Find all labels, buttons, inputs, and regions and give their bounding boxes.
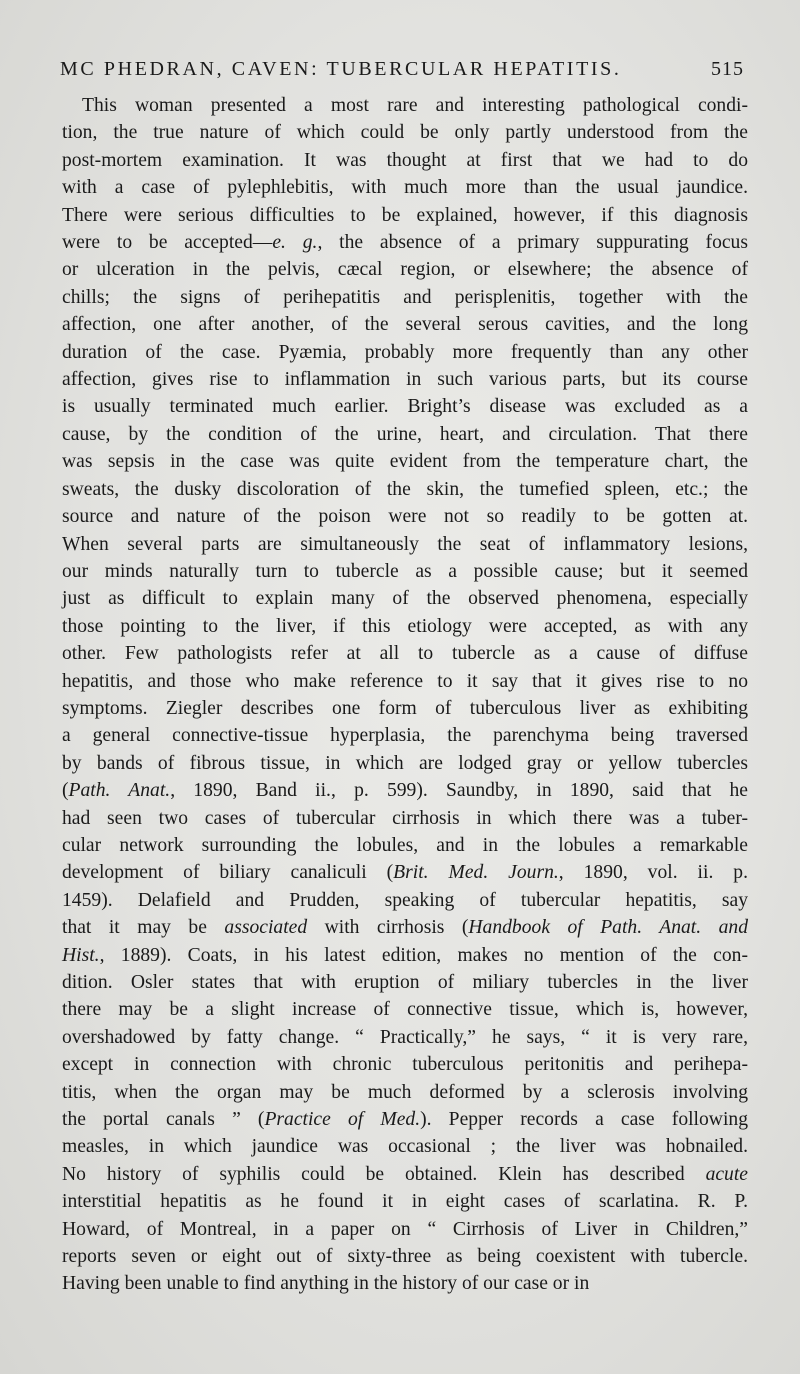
text-line <box>62 339 748 366</box>
italic-citation: Practice of Med. <box>264 1109 421 1131</box>
text-run: chills; the signs of perihepatitis and perisplenitis, together with the <box>62 286 748 308</box>
text-run: cause, by the condition of the urine, heart, and circulation. That there <box>62 423 748 445</box>
text-run: cular network surrounding the lobules, and in the lobules a remarkable <box>62 834 748 856</box>
text-line <box>62 119 748 146</box>
running-header <box>60 58 744 81</box>
text-line <box>62 531 748 558</box>
text-line <box>62 256 748 283</box>
text-line <box>62 1079 748 1106</box>
running-title: MC PHEDRAN, CAVEN: TUBERCULAR HEPATITIS. <box>60 58 622 80</box>
text-run: or ulceration in the pelvis, cæcal region, or elsewhere; the absence of <box>62 259 748 281</box>
text-run: had seen two cases of tubercular cirrhosis in which there was a tuber- <box>62 807 748 829</box>
text-line <box>62 668 748 695</box>
text-line <box>62 777 748 804</box>
italic-citation: acute <box>705 1163 748 1185</box>
text-run: those pointing to the liver, if this etiology were accepted, as with any <box>62 615 748 637</box>
text-line <box>62 393 748 420</box>
text-run: that it may be <box>62 917 225 939</box>
text-line <box>62 558 748 585</box>
text-run: just as difficult to explain many of the observed phenomena, especially <box>62 588 748 610</box>
text-run: interstitial hepatitis as he found it in eight cases of scarlatina. R. P. <box>62 1191 748 1213</box>
text-run: were to be accepted— <box>62 232 273 254</box>
text-line <box>62 1051 748 1078</box>
text-run: the portal canals ” ( <box>62 1109 265 1131</box>
text-line <box>62 1216 748 1243</box>
text-line <box>62 1161 748 1188</box>
text-line <box>62 1024 748 1051</box>
text-line <box>62 887 748 914</box>
italic-citation: associated <box>224 917 308 939</box>
text-run: ). Pepper records a case following <box>420 1109 748 1131</box>
text-run: symptoms. Ziegler describes one form of tuberculous liver as exhibiting <box>62 697 748 719</box>
text-run: a general connective-tissue hyperplasia, the parenchyma being traversed <box>62 725 748 747</box>
text-run: our minds naturally turn to tubercle as a possible cause; but it seemed <box>62 560 748 582</box>
text-line <box>62 859 748 886</box>
text-run: is usually terminated much earlier. Bright’s disease was excluded as a <box>62 396 748 418</box>
text-run: development of biliary canaliculi ( <box>62 862 394 884</box>
text-run: When several parts are simultaneously the seat of inflammatory lesions, <box>62 533 748 555</box>
text-line <box>62 503 748 530</box>
text-run: was sepsis in the case was quite evident from the temperature chart, the <box>62 451 748 473</box>
text-line <box>62 229 748 256</box>
text-run: tion, the true nature of which could be only partly understood from the <box>62 122 748 144</box>
italic-citation: Path. Anat. <box>68 780 171 802</box>
page-number: 515 <box>711 58 744 80</box>
text-line <box>62 722 748 749</box>
text-run: duration of the case. Pyæmia, probably more frequently than any other <box>62 341 748 363</box>
text-run: with cirrhosis ( <box>307 917 469 939</box>
text-run: post-mortem examination. It was thought at first that we had to do <box>62 149 748 171</box>
text-run: , 1890, vol. ii. p. <box>558 862 748 884</box>
italic-citation: Brit. Med. Journ. <box>393 862 559 884</box>
text-line <box>62 613 748 640</box>
text-line <box>62 366 748 393</box>
text-run: Having been unable to find anything in the history of our case or in <box>62 1273 590 1295</box>
text-run: hepatitis, and those who make reference to it say that it gives rise to no <box>62 670 748 692</box>
body-paragraph <box>62 92 748 1298</box>
text-run: with a case of pylephlebitis, with much more than the usual jaundice. <box>62 177 748 199</box>
text-run: , 1890, Band ii., p. 599). Saundby, in 1890, said that he <box>170 780 748 802</box>
text-line <box>62 750 748 777</box>
text-run: , 1889). Coats, in his latest edition, makes no mention of the con- <box>99 944 748 966</box>
text-line <box>62 832 748 859</box>
italic-citation: Handbook of Path. Anat. and <box>468 917 748 939</box>
text-line <box>62 942 748 969</box>
text-run: there may be a slight increase of connective tissue, which is, however, <box>62 999 748 1021</box>
text-run: measles, in which jaundice was occasional ; the liver was hobnailed. <box>62 1136 748 1158</box>
italic-citation: e. g. <box>272 232 318 254</box>
text-run: Howard, of Montreal, in a paper on “ Cirrhosis of Liver in Children,” <box>62 1218 748 1240</box>
text-run: by bands of fibrous tissue, in which are lodged gray or yellow tubercles <box>62 752 748 774</box>
text-line <box>62 174 748 201</box>
text-run: except in connection with chronic tuberculous peritonitis and perihepa- <box>62 1054 748 1076</box>
text-run: source and nature of the poison were not so readily to be gotten at. <box>62 506 748 528</box>
text-run: , the absence of a primary suppurating focus <box>317 232 748 254</box>
text-line <box>62 585 748 612</box>
text-run: titis, when the organ may be much deformed by a sclerosis involving <box>62 1081 748 1103</box>
text-line <box>62 92 748 119</box>
text-run: ( <box>62 780 69 802</box>
text-line <box>62 996 748 1023</box>
text-line <box>62 284 748 311</box>
text-line <box>62 969 748 996</box>
text-line <box>62 202 748 229</box>
text-run: affection, one after another, of the several serous cavities, and the long <box>62 314 748 336</box>
text-run: No history of syphilis could be obtained. Klein has described <box>62 1163 706 1185</box>
text-line <box>62 1106 748 1133</box>
text-line <box>62 1270 748 1297</box>
text-run: dition. Osler states that with eruption of miliary tubercles in the liver <box>62 972 748 993</box>
text-run: This woman presented a most rare and interesting pathological condi- <box>82 95 748 116</box>
text-run: 1459). Delafield and Prudden, speaking of tubercular hepatitis, say <box>62 889 748 911</box>
text-run: sweats, the dusky discoloration of the skin, the tumefied spleen, etc.; the <box>62 478 748 500</box>
text-line <box>62 695 748 722</box>
text-line <box>62 805 748 832</box>
text-run: reports seven or eight out of sixty-three as being coexistent with tubercle. <box>62 1246 748 1268</box>
text-run: other. Few pathologists refer at all to tubercle as a cause of diffuse <box>62 643 748 665</box>
text-run: overshadowed by fatty change. “ Practically,” he says, “ it is very rare, <box>62 1026 748 1048</box>
text-line <box>62 147 748 174</box>
text-line <box>62 640 748 667</box>
text-line <box>62 448 748 475</box>
text-line <box>62 1133 748 1160</box>
text-line <box>62 476 748 503</box>
text-line <box>62 421 748 448</box>
text-line <box>62 914 748 941</box>
text-run: There were serious difficulties to be explained, however, if this diagnosis <box>62 204 748 226</box>
text-run: affection, gives rise to inflammation in such various parts, but its course <box>62 369 748 391</box>
text-line <box>62 1243 748 1270</box>
italic-citation: Hist. <box>62 944 100 966</box>
text-line <box>62 311 748 338</box>
text-line <box>62 1188 748 1215</box>
